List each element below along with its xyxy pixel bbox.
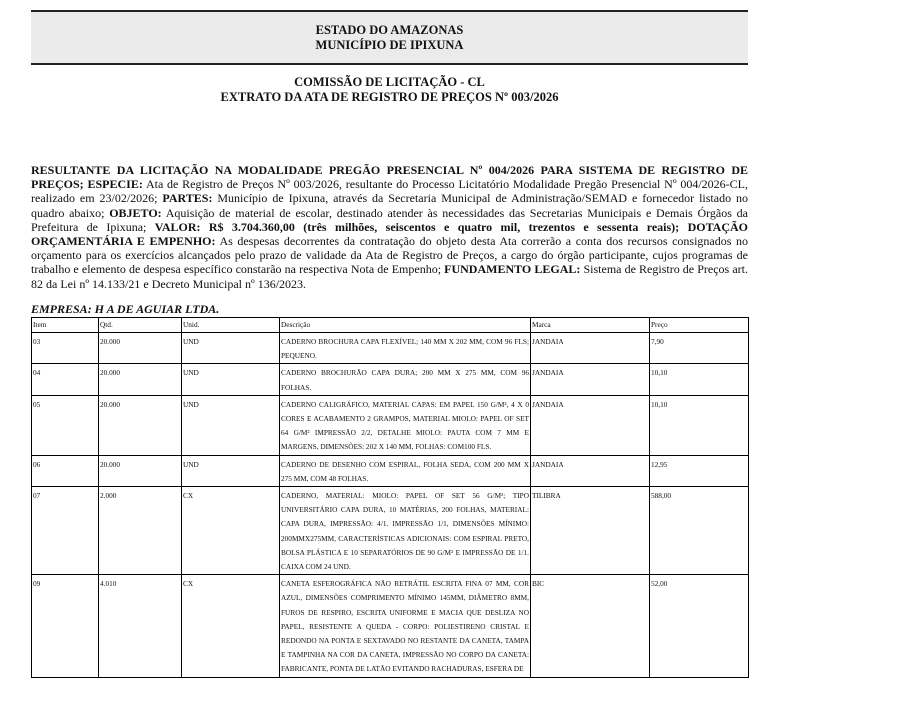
- table-header-row: [32, 318, 749, 333]
- column-header-item: Item: [32, 318, 99, 333]
- column-header-price: Preço: [650, 318, 749, 333]
- brand-cell: TILIBRA: [531, 487, 650, 575]
- commission-title: COMISSÃO DE LICITAÇÃO - CL: [294, 75, 485, 89]
- fundamento-label: FUNDAMENTO LEGAL:: [444, 262, 581, 277]
- unit-cell: UND: [182, 395, 280, 455]
- header-state: ESTADO DO AMAZONAS: [315, 23, 464, 37]
- dotacao-label: DOTAÇÃO ORÇAMENTÁRIA E EMPENHO:: [31, 219, 749, 249]
- qty-cell: 20.000: [99, 455, 182, 486]
- company-name: EMPRESA: H A DE AGUIAR LTDA.: [31, 302, 220, 316]
- qty-cell: 20.000: [99, 333, 182, 364]
- item-cell: 07: [32, 487, 99, 575]
- description-cell: CADERNO BROCHURÃO CAPA DURA; 200 MM X 275 MM, COM 96 FOLHAS.: [280, 364, 531, 395]
- description-cell: CADERNO, MATERIAL: MIOLO: PAPEL OF SET 56 G/M²; TIPO UNIVERSITÁRIO CAPA DURA, 10 MATÉRIAS, 200 FOLHAS, MATERIAL: CAPA DURA, IMPRESSÃO: 4/1. IMPRESSÃO 1/1, DIMENSÕES MÍNIMO: 200MMX275MM, CARACTERÍSTICAS ADICIONAIS: COM ESPIRAL PRETO, BOLSA PLÁSTICA E 10 SEPARATÓRIOS DE 90 G/M² E IMPRESSÃO DE 1/1. CAIXA COM 24 UND.: [280, 487, 531, 575]
- unit-cell: CX: [182, 575, 280, 677]
- table-row: [32, 364, 749, 395]
- item-cell: 09: [32, 575, 99, 677]
- qty-cell: 2.000: [99, 487, 182, 575]
- brand-cell: JANDAIA: [531, 395, 650, 455]
- column-header-unit: Unid.: [182, 318, 280, 333]
- especie-label: ESPECIE:: [87, 177, 143, 192]
- qty-cell: 4.010: [99, 575, 182, 677]
- item-cell: 05: [32, 395, 99, 455]
- table-row: [32, 487, 749, 575]
- item-cell: 04: [32, 364, 99, 395]
- unit-cell: CX: [182, 487, 280, 575]
- price-cell: 12,95: [650, 455, 749, 486]
- extract-title: EXTRATO DA ATA DE REGISTRO DE PREÇOS Nº 003/2026: [220, 90, 559, 104]
- table-row: [32, 455, 749, 486]
- unit-cell: UND: [182, 364, 280, 395]
- column-header-qty: Qtd.: [99, 318, 182, 333]
- description-cell: CADERNO CALIGRÁFICO, MATERIAL CAPAS: EM PAPEL 150 G/M², 4 X 0 CORES E ACABAMENTO 2 GRAMPOS, MATERIAL MIOLO: PAPEL OF SET 64 G/M² IMPRESSÃO 2/2, DETALHE MIOLO: PAUTA COM 7 MM E MARGENS, DIMENSÕES: 202 X 140 MM, FOLHAS: COM100 FLS.: [280, 395, 531, 455]
- description-cell: CANETA ESFEROGRÁFICA NÃO RETRÁTIL ESCRITA FINA 07 MM, COR AZUL, DIMENSÕES COMPRIMENTO MÍNIMO 145MM, DIÂMETRO 8MM, FUROS DE RESPIRO, ESCRITA UNIFORME E MACIA QUE DESLIZA NO PAPEL, RESISTENTE A QUEDA - CORPO: POLIESTIRENO CRISTAL E REDONDO NA PONTA E SEXTAVADO NO RESTANTE DA CANETA, TAMPA E TAMPINHA NA COR DA CANETA, IMPRESSÃO NO CORPO DA CANETA: FABRICANTE, PONTA DE LATÃO EVITANDO RACHADURAS, ESFERA DE: [280, 575, 531, 677]
- price-cell: 10,10: [650, 395, 749, 455]
- brand-cell: JANDAIA: [531, 364, 650, 395]
- brand-cell: JANDAIA: [531, 455, 650, 486]
- unit-cell: UND: [182, 333, 280, 364]
- document-header: [31, 10, 748, 65]
- table-row: [32, 333, 749, 364]
- column-header-brand: Marca: [531, 318, 650, 333]
- qty-cell: 20.000: [99, 395, 182, 455]
- description-cell: CADERNO BROCHURA CAPA FLEXÍVEL; 140 MM X 202 MM, COM 96 FLS; PEQUENO.: [280, 333, 531, 364]
- table-row: [32, 575, 749, 677]
- partes-label: PARTES:: [162, 191, 213, 206]
- column-header-description: Descrição: [280, 318, 531, 333]
- qty-cell: 20.000: [99, 364, 182, 395]
- brand-cell: JANDAIA: [531, 333, 650, 364]
- intro-lead: RESULTANTE DA LICITAÇÃO NA MODALIDADE PREGÃO PRESENCIAL Nº 004/2026 PARA SISTEMA DE REGISTRO DE PREÇOS;: [31, 163, 748, 192]
- objeto-text: Aquisição de material de escolar, destinado atender às necessidades das Secretarias Municipais e Demais Órgãos da Prefeitura de Ipixuna;: [31, 205, 748, 234]
- partes-text: Município de Ipixuna, através da Secretaria Municipal de Administração/SEMAD e fornecedor listado no quadro abaixo;: [31, 191, 749, 220]
- intro-paragraph: [31, 163, 748, 291]
- dotacao-text: As despesas decorrentes da contratação do objeto desta Ata correrão a conta dos recursos consignados no orçamento para os exercícios alcançados pelo prazo de validade da Ata de Registro de Preços, a cargo do órgão participante, cujos programas de trabalho e elemento de despesa específico constarão na respectiva Nota de Empenho;: [31, 234, 748, 277]
- unit-cell: UND: [182, 455, 280, 486]
- price-cell: 52,00: [650, 575, 749, 677]
- price-cell: 7,90: [650, 333, 749, 364]
- price-cell: 588,00: [650, 487, 749, 575]
- item-cell: 03: [32, 333, 99, 364]
- fundamento-text: Sistema de Registro de Preços art. 82 da Lei nº 14.133/21 e Decreto Municipal nº 136/2023.: [31, 262, 748, 291]
- valor-label: VALOR: R$ 3.704.360,00 (três milhões, seiscentos e quatro mil, trezentos e sessenta reais);: [154, 219, 680, 234]
- especie-text: Ata de Registro de Preços Nº 003/2026, resultante do Processo Licitatório Modalidade Pregão Presencial Nº 004/2026-CL, realizado em 23/02/2026;: [31, 177, 749, 206]
- brand-cell: BIC: [531, 575, 650, 677]
- item-cell: 06: [32, 455, 99, 486]
- description-cell: CADERNO DE DESENHO COM ESPIRAL, FOLHA SEDA, COM 200 MM X 275 MM, COM 48 FOLHAS.: [280, 455, 531, 486]
- items-table: [31, 317, 749, 678]
- header-municipality: MUNICÍPIO DE IPIXUNA: [315, 38, 464, 52]
- price-cell: 10,10: [650, 364, 749, 395]
- objeto-label: OBJETO:: [109, 205, 162, 220]
- table-row: [32, 395, 749, 455]
